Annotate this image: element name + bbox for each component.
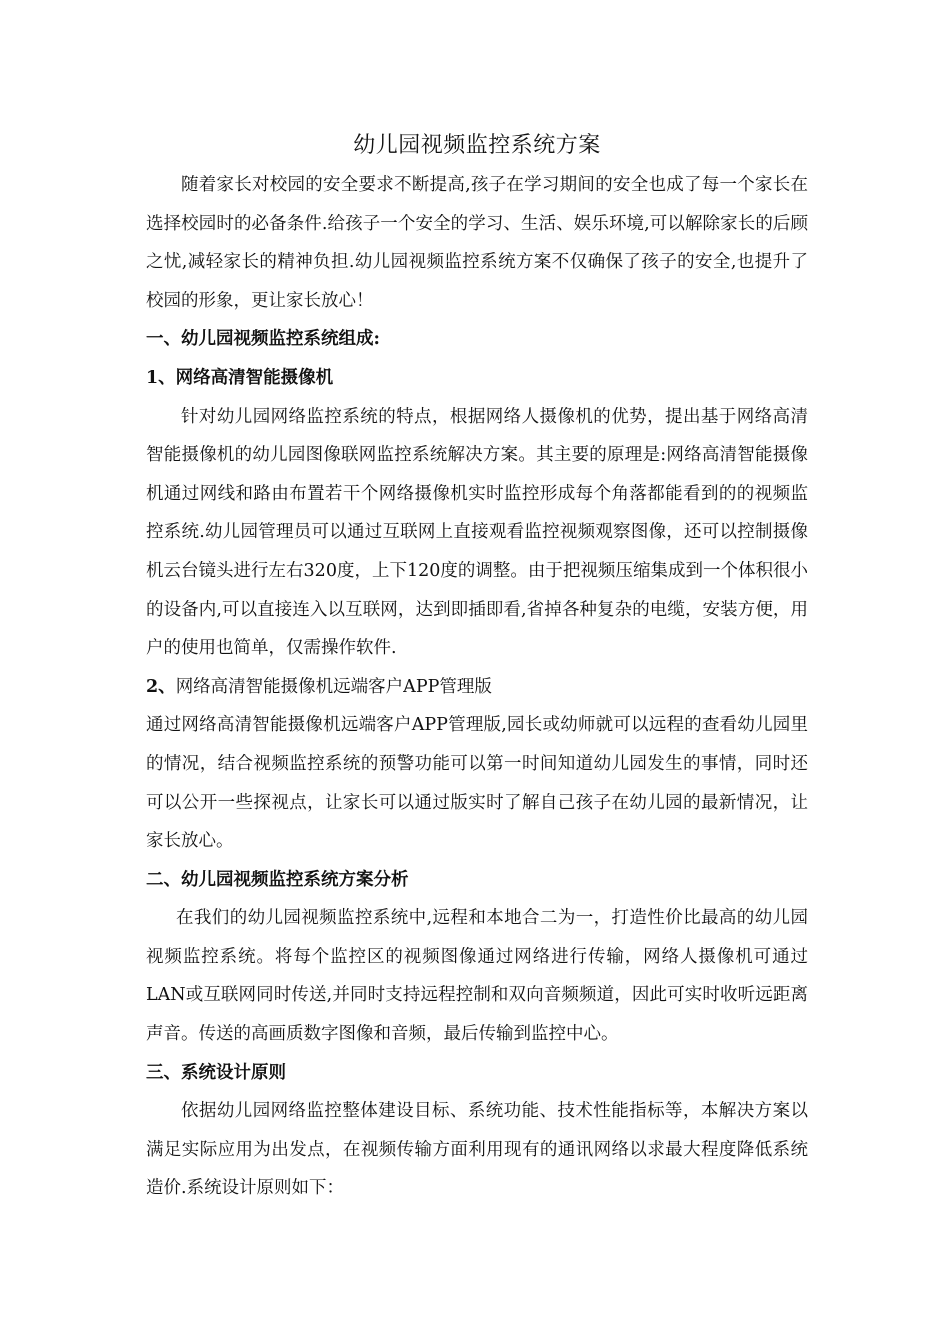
section1-sub1-heading: 1、网络高清智能摄像机 [146, 367, 334, 388]
section2-heading: 二、幼儿园视频监控系统方案分析 [146, 869, 409, 890]
section1-sub2-paragraph: 通过网络高清智能摄像机远端客户APP管理版,园长或幼师就可以远程的查看幼儿园里的情况，结合视频监控系统的预警功能可以第一时间知道幼儿园发生的事情，同时还可以公开一些探视点，让家长可以通过版实时了解自己孩子在幼儿园的最新情况，让家长放心。 [146, 715, 808, 852]
section1-sub2-number: 2、 [146, 676, 176, 697]
section3-paragraph: 依据幼儿园网络监控整体建设目标、系统功能、技术性能指标等，本解决方案以满足实际应用为出发点，在视频传输方面利用现有的通讯网络以求最大程度降低系统造价.系统设计原则如下： [146, 1101, 808, 1199]
document-page [146, 128, 808, 1208]
section1-heading: 一、幼儿园视频监控系统组成: [146, 329, 380, 350]
section1-sub1-paragraph: 针对幼儿园网络监控系统的特点，根据网络人摄像机的优势，提出基于网络高清智能摄像机的幼儿园图像联网监控系统解决方案。其主要的原理是:网络高清智能摄像机通过网线和路由布置若干个网络摄像机实时监控形成每个角落都能看到的的视频监控系统.幼儿园管理员可以通过互联网上直接观看监控视频观察图像，还可以控制摄像机云台镜头进行左右320度，上下120度的调整。由于把视频压缩集成到一个体积很小的设备内,可以直接连入以互联网，达到即插即看,省掉各种复杂的电缆，安装方便，用户的使用也简单，仅需操作软件. [146, 406, 808, 659]
section1-sub2-title: 网络高清智能摄像机远端客户APP管理版 [175, 676, 492, 697]
document-title: 幼儿园视频监控系统方案 [353, 133, 601, 158]
section1-sub2-heading [146, 668, 808, 707]
intro-paragraph: 随着家长对校园的安全要求不断提高,孩子在学习期间的安全也成了每一个家长在选择校园时的必备条件.给孩子一个安全的学习、生活、娱乐环境,可以解除家长的后顾之忧,减轻家长的精神负担.幼儿园视频监控系统方案不仅确保了孩子的安全,也提升了校园的形象，更让家长放心！ [146, 175, 808, 311]
section2-paragraph: 在我们的幼儿园视频监控系统中,远程和本地合二为一，打造性价比最高的幼儿园视频监控系统。将每个监控区的视频图像通过网络进行传输，网络人摄像机可通过LAN或互联网同时传送,并同时支持远程控制和双向音频频道，因此可实时收听远距离声音。传送的高画质数字图像和音频，最后传输到监控中心。 [146, 908, 808, 1045]
section3-heading: 三、系统设计原则 [146, 1062, 286, 1083]
